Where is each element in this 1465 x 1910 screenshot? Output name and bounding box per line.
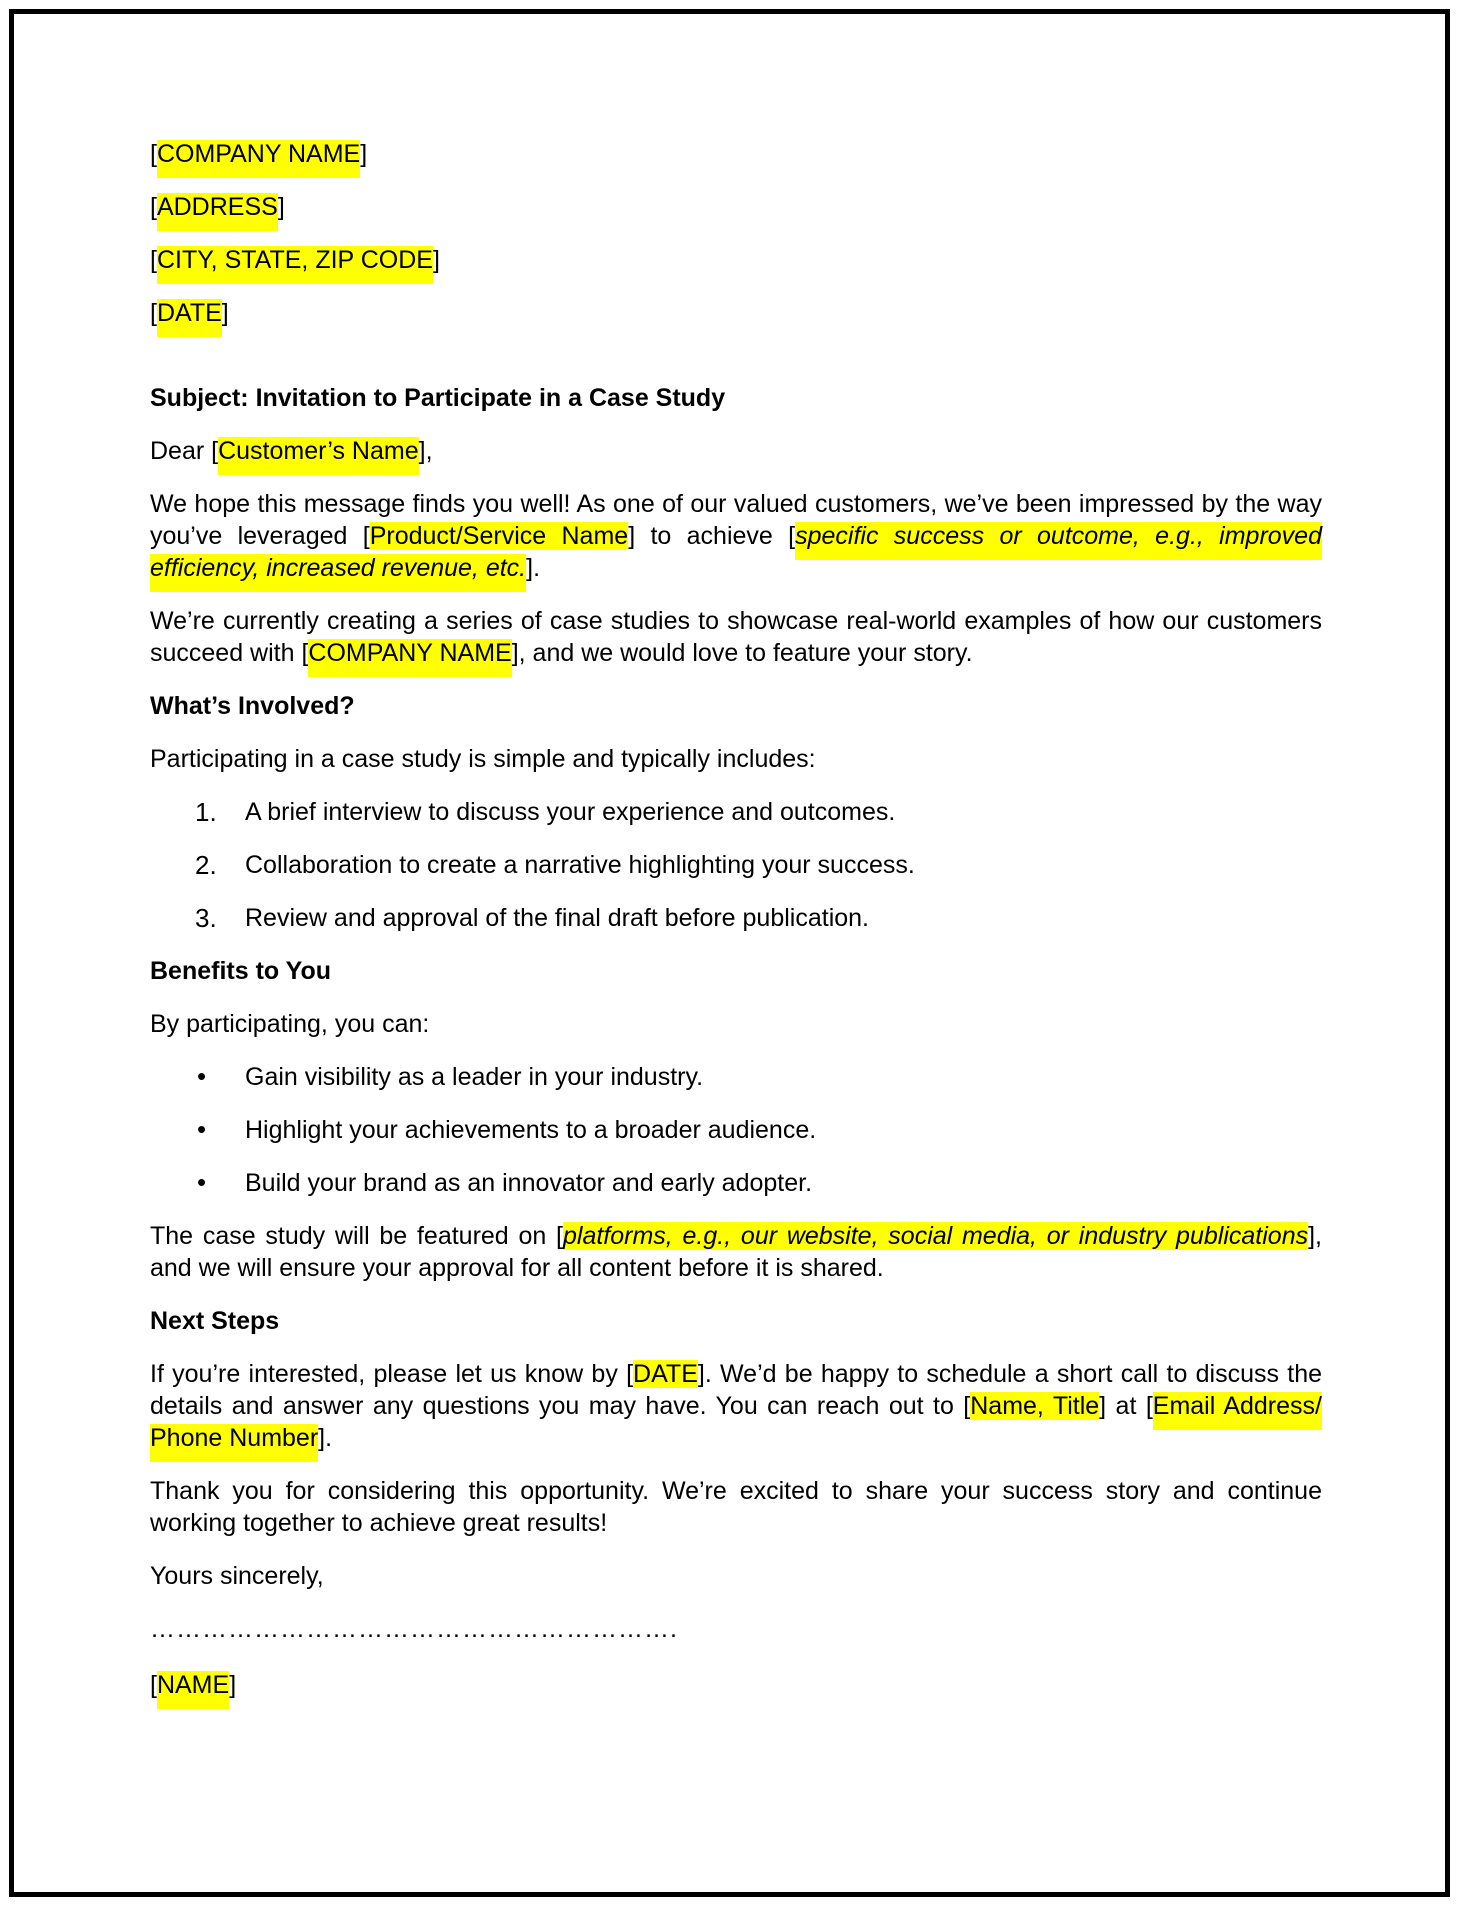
company-placeholder[interactable]: COMPANY NAME (157, 140, 360, 178)
bullet-icon: • (197, 1167, 207, 1197)
letter-body (150, 138, 1322, 1722)
city-line: [CITY, STATE, ZIP CODE] (150, 244, 1322, 276)
platforms-placeholder[interactable]: platforms, e.g., our website, social media, or industry publications (563, 1222, 1309, 1250)
involved-intro: Participating in a case study is simple and typically includes: (150, 745, 816, 773)
list-number: 2. (195, 850, 217, 880)
benefits-intro: By participating, you can: (150, 1010, 430, 1038)
list-item: 3. Review and approval of the final draft before publication. (195, 903, 869, 933)
benefits-heading: Benefits to You (150, 957, 332, 985)
next-steps-heading: Next Steps (150, 1307, 280, 1335)
deadline-placeholder[interactable]: DATE (633, 1360, 698, 1388)
bullet-icon: • (197, 1061, 207, 1091)
case-study-paragraph: We’re currently creating a series of case studies to showcase real-world examples of how our customers succeed with [COMPANY NAME], and we would love to feature your story. (150, 605, 1322, 669)
email-phone-placeholder[interactable]: Email Address/ Phone Number (150, 1392, 1322, 1462)
list-number: 3. (195, 903, 217, 933)
product-placeholder[interactable]: Product/Service Name (369, 522, 629, 550)
company-name-placeholder[interactable]: COMPANY NAME (308, 639, 511, 677)
signoff: Yours sincerely, (150, 1562, 324, 1590)
benefits-list (150, 1061, 1322, 1199)
address-placeholder[interactable]: ADDRESS (157, 193, 278, 231)
intro-paragraph: We hope this message finds you well! As one of our valued customers, we’ve been impressed by the way you’ve leveraged [Product/Service Name] to achieve [specific success or outcome, e.g., improved efficiency, increased revenue, etc.]. (150, 488, 1322, 584)
contact-placeholder[interactable]: Name, Title (970, 1392, 1100, 1420)
list-number: 1. (195, 797, 217, 827)
list-item: 1. A brief interview to discuss your experience and outcomes. (195, 797, 896, 827)
list-item: • Highlight your achievements to a broader audience. (197, 1114, 817, 1144)
list-item: 2. Collaboration to create a narrative highlighting your success. (195, 850, 915, 880)
outcome-placeholder[interactable]: specific success or outcome, e.g., improved efficiency, increased revenue, etc. (150, 522, 1322, 592)
involved-list (150, 796, 1322, 934)
customer-name-placeholder[interactable]: Customer’s Name (218, 437, 419, 475)
list-item: • Gain visibility as a leader in your industry. (197, 1061, 704, 1091)
signer-name-placeholder[interactable]: NAME (157, 1671, 229, 1709)
date-line: [DATE] (150, 297, 1322, 329)
address-block (150, 138, 1322, 329)
subject-line: Subject: Invitation to Participate in a Case Study (150, 384, 726, 412)
next-steps-paragraph: If you’re interested, please let us know by [DATE]. We’d be happy to schedule a short call to discuss the details and answer any questions you may have. You can reach out to [Name, Title] at [Email Address/ Phone Number]. (150, 1358, 1322, 1454)
list-item: • Build your brand as an innovator and early adopter. (197, 1167, 813, 1197)
greeting: Dear [Customer’s Name], (150, 435, 1322, 467)
signature-line: ……………………………………………………. (150, 1615, 678, 1643)
closing-paragraph: Thank you for considering this opportunity. We’re excited to share your success story and continue working together to achieve great results! (150, 1477, 1322, 1537)
company-line: [COMPANY NAME] (150, 138, 1322, 170)
whats-involved-heading: What’s Involved? (150, 692, 355, 720)
bullet-icon: • (197, 1114, 207, 1144)
city-placeholder[interactable]: CITY, STATE, ZIP CODE (157, 246, 433, 284)
date-placeholder[interactable]: DATE (157, 299, 222, 337)
platforms-paragraph: The case study will be featured on [platforms, e.g., our website, social media, or industry publications], and we will ensure your approval for all content before it is shared. (150, 1222, 1322, 1282)
signer-line: [NAME] (150, 1669, 1322, 1701)
address-line: [ADDRESS] (150, 191, 1322, 223)
